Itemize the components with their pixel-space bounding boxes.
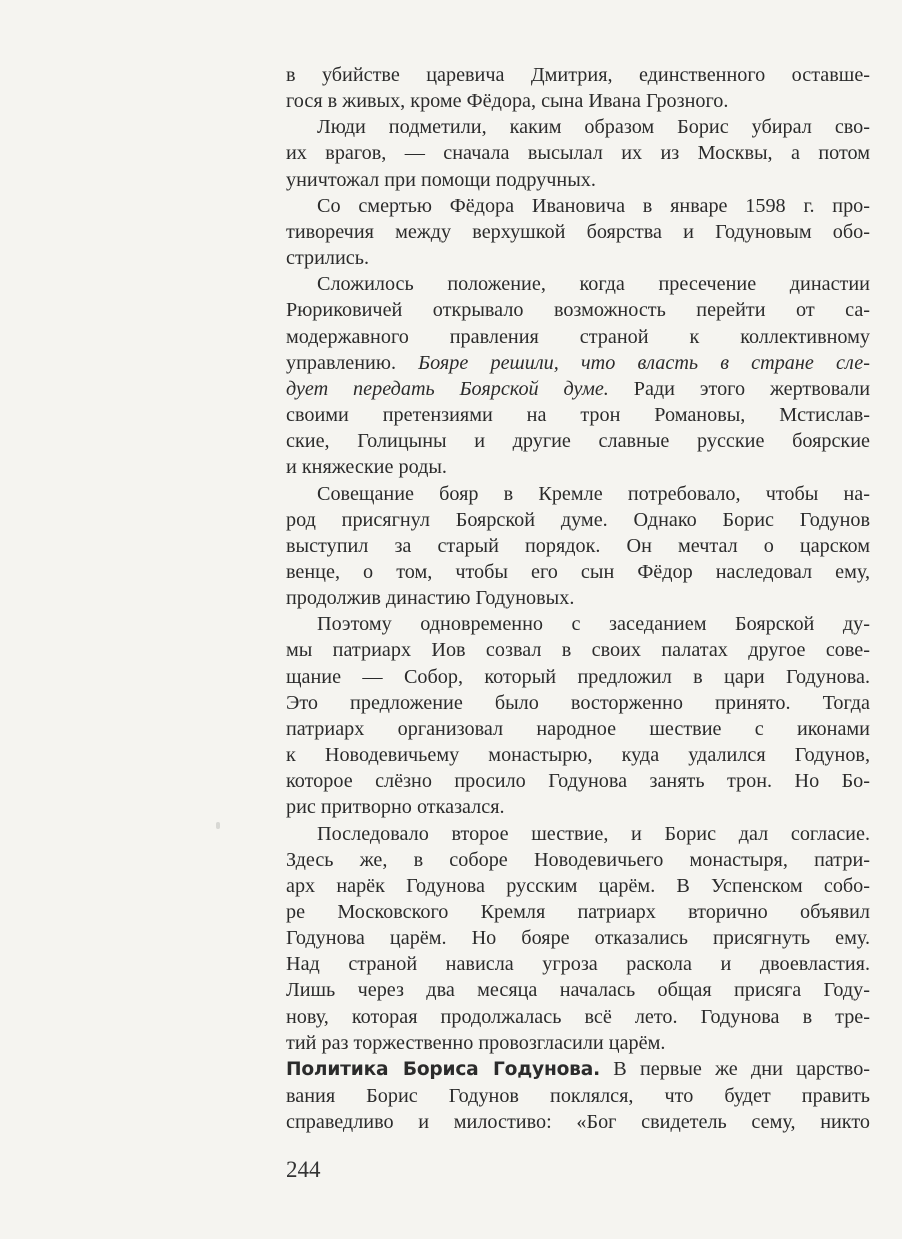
text-line: к Новодевичьему монастырю, куда удалился Годунов, <box>286 744 870 767</box>
text-run: Ради этого жертвовали <box>608 377 870 400</box>
text-line <box>286 376 870 402</box>
text-line: патриарх организовал народное шествие с иконами <box>286 717 870 740</box>
text-line: Это предложение было восторженно принято. Тогда <box>286 691 870 714</box>
text-line: Совещание бояр в Кремле потребовало, чтобы на- <box>317 482 870 505</box>
text-line: Поэтому одновременно с заседанием Боярской ду- <box>317 613 870 636</box>
text-line: ре Московского Кремля патриарх вторично объявил <box>286 901 870 923</box>
paragraph <box>286 193 870 271</box>
paragraph <box>286 1056 870 1135</box>
paragraph <box>286 271 870 480</box>
text-line: Последовало второе шествие, и Борис дал согласие. <box>317 822 870 845</box>
text-line: и княжеские роды. <box>286 456 447 479</box>
page-number: 244 <box>286 1157 321 1182</box>
text-line: своими претензиями на трон Романовы, Мстислав- <box>286 404 870 427</box>
text-line: венце, о том, чтобы его сын Фёдор наследовал ему, <box>286 560 870 583</box>
text-line: модержавного правления страной к коллективному <box>286 325 870 348</box>
text-column <box>286 62 870 1135</box>
text-line: Сложилось положение, когда пресечение династии <box>317 273 870 296</box>
text-line: Рюриковичей открывало возможность перейти от са- <box>286 299 870 322</box>
text-line: род присягнул Боярской думе. Однако Борис Годунов <box>286 508 870 531</box>
text-line: Со смертью Фёдора Ивановича в январе 1598 г. про- <box>317 194 870 217</box>
text-line <box>286 350 870 376</box>
section-heading: Политика Бориса Годунова. <box>286 1058 600 1080</box>
text-line: Над страной нависла угроза раскола и двоевластия. <box>286 953 870 976</box>
text-line: стрились. <box>286 247 370 270</box>
text-line: которое слёзно просило Годунова занять трон. Но Бо- <box>286 770 870 793</box>
text-line: тиворечия между верхушкой боярства и Годуновым обо- <box>286 220 870 243</box>
text-line: Годунова царём. Но бояре отказались присягнуть ему. <box>286 927 870 950</box>
text-line: Лишь через два месяца началась общая присяга Году- <box>286 979 870 1002</box>
paragraph <box>286 481 870 612</box>
text-line: ские, Голицыны и другие славные русские боярские <box>286 430 870 453</box>
text-line: гося в живых, кроме Фёдора, сына Ивана Грозного. <box>286 90 729 113</box>
text-run: управлению. <box>286 351 419 374</box>
text-line: Здесь же, в соборе Новодевичьего монастыря, патри- <box>286 848 870 871</box>
paragraph <box>286 114 870 192</box>
italic-text: Бояре решили, что власть в стране сле- <box>418 351 870 374</box>
text-line: вания Борис Годунов поклялся, что будет править <box>286 1085 870 1108</box>
text-line: мы патриарх Иов созвал в своих палатах другое сове- <box>286 639 870 662</box>
text-line: тий раз торжественно провозгласили царём. <box>286 1031 666 1054</box>
text-line: справедливо и милостиво: «Бог свидетель сему, никто <box>286 1111 870 1134</box>
text-line: Люди подметили, каким образом Борис убирал сво- <box>317 116 870 139</box>
italic-text: дует передать Боярской думе. <box>286 377 609 400</box>
scan-speck <box>216 822 220 829</box>
text-line: их врагов, — сначала высылал их из Москвы, а потом <box>286 142 870 165</box>
text-line: выступил за старый порядок. Он мечтал о царском <box>286 534 870 557</box>
text-line: в убийстве царевича Дмитрия, единственного оставше- <box>286 64 870 86</box>
text-line: рис притворно отказался. <box>286 796 505 819</box>
text-line: уничтожал при помощи подручных. <box>286 168 596 191</box>
text-line: арх нарёк Годунова русским царём. В Успенском собо- <box>286 874 870 897</box>
text-line: нову, которая продолжалась всё лето. Годунова в тре- <box>286 1005 870 1028</box>
text-line: продолжив династию Годуновых. <box>286 587 575 610</box>
text-line <box>286 1056 870 1083</box>
paragraph <box>286 821 870 1056</box>
paragraph <box>286 62 870 114</box>
text-run: В первые же дни царство- <box>599 1057 870 1080</box>
paragraph <box>286 611 870 820</box>
text-line: щание — Собор, который предложил в цари Годунова. <box>286 665 870 688</box>
